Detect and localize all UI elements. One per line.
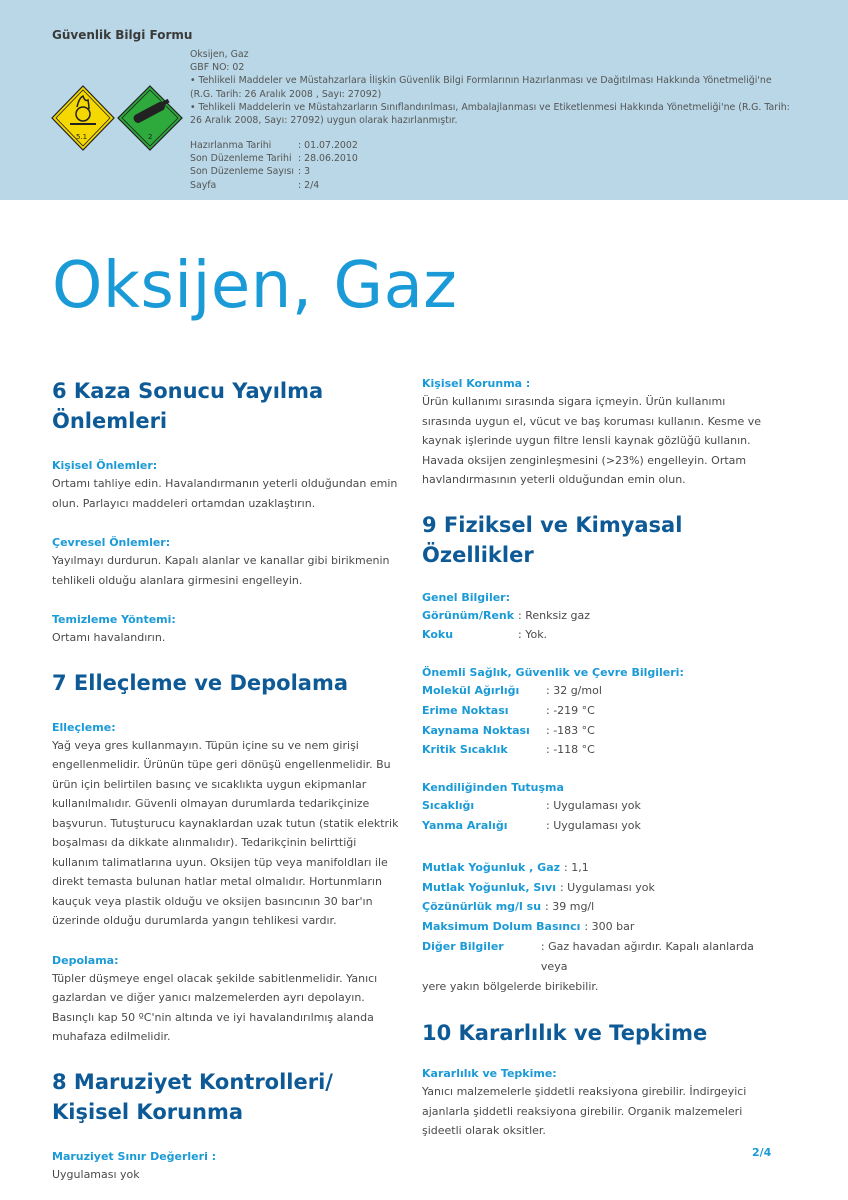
property-label: Mutlak Yoğunluk , Gaz [422,860,561,874]
gas-cylinder-pictogram-icon [118,86,182,150]
right-column [422,370,774,1141]
personal-protection-label: Kişisel Korunma : [422,377,531,390]
property-row [422,796,774,816]
exposure-limit-label: Maruziyet Sınır Değerleri : [52,1149,217,1163]
storage-label: Depolama: [52,953,119,967]
environmental-measures-label: Çevresel Önlemler: [52,536,171,549]
oxidizer-class-number: 5.1 [76,133,88,141]
header-info [190,48,790,127]
exposure-limit-text: Uygulaması yok [52,1167,140,1181]
property-value: : -183 °C [546,723,595,737]
property-label: Görünüm/Renk [422,608,515,622]
property-row [422,721,774,741]
property-value: : 300 bar [584,920,635,934]
property-value: : Renksiz gaz [518,608,591,622]
document-title: Oksijen, Gaz [52,249,458,323]
meta-label: Son Düzenleme Sayısı [190,166,294,178]
property-label: Koku [422,628,454,642]
property-row [422,937,774,977]
stability-text: Yanıcı malzemelerle şiddetli reaksiyona girebilir. İndirgeyici ajanlarla şiddetli reaksiyona girebilir. Organik malzemeleri şideetli olarak oksitler. [422,1085,747,1138]
section-10-heading: 10 Kararlılık ve Tepkime [422,1021,708,1046]
property-label: Erime Noktası [422,703,509,717]
property-row [422,816,774,836]
meta-label: Sayfa [190,179,217,191]
property-row [422,917,774,937]
meta-label: Son Düzenleme Tarihi [190,153,292,165]
property-row [422,878,774,898]
meta-row [190,165,358,178]
environmental-measures-text: Yayılmayı durdurun. Kapalı alanlar ve kanallar gibi birikmenin tehlikeli olduğu alanlara girmesini engelleyin. [52,554,390,587]
handling-label: Elleçleme: [52,720,116,734]
oxidizer-pictogram-icon [52,86,114,150]
property-value: : Uygulaması yok [559,880,655,894]
property-value: : -118 °C [546,743,595,757]
storage-text: Tüpler düşmeye engel olacak şekilde sabitlenmelidir. Yanıcı gazlardan ve diğer yanıcı malzemelerden ayrı depolayın. Basınçlı kap 50 ºC'nin altında ve iyi havalandırılmış alanda muhafaza edilmelidir. [52,971,378,1043]
regulation-2: • Tehlikeli Maddelerin ve Müstahzarların Sınıflandırılması, Ambalajlanması ve Etiketlenmesi Hakkında Yönetmeliği'ne (R.G. Tarih: 26 Aralık 2008, Sayı: 27092) uygun olarak hazırlanmıştır. [190,101,790,127]
property-row [422,701,774,721]
property-label: Sıcaklığı [422,799,475,813]
property-label: Maksimum Dolum Basıncı [422,920,581,934]
property-label: Molekül Ağırlığı [422,684,520,698]
page-number: 2/4 [752,1146,772,1159]
product-name: Oksijen, Gaz [190,49,249,60]
meta-value: : 01.07.2002 [298,140,358,151]
hazard-pictograms [50,84,184,156]
meta-row [190,152,358,165]
section-9-heading: 9 Fiziksel ve Kimyasal Özellikler [422,512,683,567]
property-label: Kaynama Noktası [422,723,530,737]
stability-label: Kararlılık ve Tepkime: [422,1067,557,1081]
property-label: Çözünürlük mg/l su [422,900,542,914]
property-value: : Yok. [518,628,548,642]
personal-protection-text: Ürün kullanımı sırasında sigara içmeyin. Ürün kullanımı sırasında uygun el, vücut ve baş koruması kullanın. Kesme ve kaynak işlerinde uygun filtre lensli kaynak gözlüğü kullanın. Havada oksijen zenginleşmesini (>23%) engelleyin. Ortam havlandırmasının yeterli olduğundan emin olun. [422,395,761,486]
regulation-1: • Tehlikeli Maddeler ve Müstahzarlara İlişkin Güvenlik Bilgi Formlarının Hazırlanması ve Dağıtılması Hakkında Yönetmeliği'ne (R.G. Tarih: 26 Aralık 2008 , Sayı: 27092) [190,75,772,100]
important-info-label: Önemli Sağlık, Güvenlik ve Çevre Bilgileri: [422,666,684,680]
general-info-label: Genel Bilgiler: [422,590,511,604]
cleanup-method-label: Temizleme Yöntemi: [52,613,176,626]
property-row [422,740,774,760]
property-value: : 32 g/mol [546,684,602,698]
property-row [422,681,774,701]
property-label: Mutlak Yoğunluk, Sıvı [422,880,556,894]
other-info-continuation: yere yakın bölgelerde birikebilir. [422,979,599,993]
self-ignition-label: Kendiliğinden Tutuşma [422,781,564,795]
header-band [0,0,848,200]
meta-value: : 2/4 [298,179,320,191]
section-8-heading: 8 Maruziyet Kontrolleri/ Kişisel Korunma [52,1069,333,1124]
left-column [52,370,404,1184]
gbf-number: GBF NO: 02 [190,62,245,74]
meta-value: : 28.06.2010 [298,153,358,165]
handling-text: Yağ veya gres kullanmayın. Tüpün içine su ve nem girişi engellenmelidir. Ürünün tüpe geri dönüşü engellenmelidir. Bu ürün için belirtilen basınç ve sıcaklıkta uygun ekipmanlar kullanılmalıdır. Güvenli olmayan durumlarda tedarikçinize başvurun. Tutuşturucu kaynaklardan uzak tutun (statik elektrik boşalması da dikkate alınmalıdır). Tedarikçinin belirttiği kullanım talimatlarına uyun. Oksijen tüp veya manifoldları ile direkt temasta bulunan hatlar metal olmalıdır. Hortunmların kauçuk veya plastik olduğu ve oksijen basıncının 30 bar'ın üzerinde olduğu durumlarda yangın tehlikesi vardır. [52,738,399,927]
document-meta [190,139,358,192]
personal-measures-text: Ortamı tahliye edin. Havalandırmanın yeterli olduğundan emin olun. Parlayıcı maddeleri ortamdan uzaklaştırın. [52,477,398,510]
property-label: Yanma Aralığı [422,819,508,833]
property-value: : 39 mg/l [545,900,595,914]
property-row [422,606,774,626]
property-label: Diğer Bilgiler [422,940,504,954]
property-value: : Uygulaması yok [546,819,641,833]
property-value: : Gaz havadan ağırdır. Kapalı alanlarda veya [540,940,754,973]
cleanup-method-text: Ortamı havalandırın. [52,631,166,644]
section-6-heading: 6 Kaza Sonucu Yayılma Önlemleri [52,379,324,433]
meta-row [190,179,358,192]
personal-measures-label: Kişisel Önlemler: [52,459,158,472]
property-value: : -219 °C [546,703,595,717]
property-label: Kritik Sıcaklık [422,743,508,757]
section-7-heading: 7 Elleçleme ve Depolama [52,670,349,695]
meta-label: Hazırlanma Tarihi [190,140,272,151]
form-title: Güvenlik Bilgi Formu [52,28,193,42]
property-row [422,625,774,645]
property-value: : 1,1 [564,860,589,874]
property-row [422,858,774,878]
gas-class-number: 2 [148,133,153,141]
property-value: : Uygulaması yok [546,799,641,813]
meta-row [190,139,358,152]
property-row [422,897,774,917]
meta-value: : 3 [298,166,311,178]
